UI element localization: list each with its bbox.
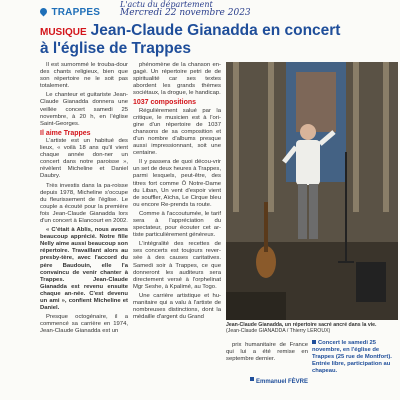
concert-photo xyxy=(226,62,398,320)
handwritten-note-line2: Mercredi 22 novembre 2023 xyxy=(120,8,251,18)
subheading: Il aime Trappes xyxy=(40,129,91,137)
photo-credit: (Jean-Claude GIANADDA / Thierry LEROUX) xyxy=(226,328,331,335)
paragraph: prix humanitaire de France qui lui a été remise en septembre dernier. xyxy=(226,342,308,363)
handwritten-note-line1: L'actu du département xyxy=(120,0,213,9)
photo-caption xyxy=(226,322,398,335)
title-kicker: MUSIQUE xyxy=(40,27,87,38)
paragraph: L'intégralité des recettes de ses concerts est toujours rever-sée à des causes caritatives. Samedi soir à Trappes, ce que donneront les auditeurs sera directement versé à l'orphelinat Mgr Seshe, à Kpalimé, au Togo. xyxy=(133,241,221,290)
paragraph: Le chanteur et guitariste Jean-Claude Gianadda donnera une veillée concert samedi 25 novembre, à 20 h, en l'église Saint-Georges. xyxy=(40,92,128,127)
square-bullet-icon xyxy=(312,340,316,344)
concert-info xyxy=(312,340,398,375)
quote-paragraph: « C'était à Ablis, nous avons beaucoup apprécié. Notre fille Nelly aime aussi beaucoup son répertoire. Travaillant alors au presby-tère, avec l'accord du père Baudouin, elle l'a convaincu de venir chanter à Trappes. Jean-Claude Gianadda est revenu ensuite chaque an-née. C'est devenu un ami », confient Micheline et Daniel. xyxy=(40,227,128,312)
headline-line2: à l'église de Trappes xyxy=(40,40,192,57)
article-title-line2 xyxy=(40,40,400,58)
column-2 xyxy=(133,62,221,323)
paragraph: Il y passera de quoi décou-vrir un set de deux heures à Trappes, parmi lesquels, peut-être, des titres fort comme Ô Notre-Dame du Liban, Un vent d'espoir vient de souffler, Aïcha, Le Cirque bleu ou encore Re-prends ta route. xyxy=(133,159,221,208)
photo-illustration xyxy=(226,62,398,320)
paragraph: phénomène de la chanson en-gagé. Un répertoire petri de de spiritualité car ses textes abordent les grands thèmes sociétaux, la drogue, le handicap. xyxy=(133,62,221,97)
column-1 xyxy=(40,62,128,337)
paragraph: Il est surnommé le trouba-dour des chants religieux, bien que son répertoire ne le soit pas totalement. xyxy=(40,62,128,90)
info-text: Concert le samedi 25 novembre, en l'église de Trappes (25 rue de Montfort). Entrée libre, participation au chapeau. xyxy=(312,340,392,374)
square-bullet-icon xyxy=(250,377,254,381)
paragraph: Presque octogénaire, il a commencé sa carrière en 1974, Jean-Claude Gianadda est un xyxy=(40,314,128,335)
paragraph: Très investis dans la pa-roisse depuis 1978, Micheline s'occupe du fleurissement de l'église. Le couple a écouté pour la première fois Jean-Claude Gianadda lors d'un concert à Elancourt en 2002. xyxy=(40,182,128,224)
author-byline xyxy=(250,370,308,388)
author-name: Emmanuel FÈVRE xyxy=(256,379,309,385)
caption-text: Jean-Claude Gianadda, un répertoire sacré ancré dans la vie. xyxy=(226,322,377,328)
subheading: 1037 compositions xyxy=(133,99,197,107)
column-3 xyxy=(226,342,308,365)
section-label: TRAPPES xyxy=(51,7,101,18)
article-title xyxy=(40,22,400,42)
paragraph: L'artiste est un habitué des lieux, « voilà 18 ans qu'il vient chaque année don-ner un concert dans notre paroisse », révèlent Micheline et Daniel Daubry. xyxy=(40,137,128,180)
location-pin-icon xyxy=(39,7,49,17)
paragraph: Régulièrement salué par la critique, le musicien est à l'ori-gine d'un répertoire de 1037 chansons de sa composition et d'un nombre d'albums presque aussi impressionnant, soit une centaine. xyxy=(133,107,221,157)
paragraph: Comme à l'accoutumée, le tarif sera à l'appréciation du spectateur, pour écouter cet ar-tiste particulièrement généreux. xyxy=(133,210,221,239)
headline-line1: Jean-Claude Gianadda en concert xyxy=(90,22,341,39)
section-header xyxy=(40,2,100,20)
paragraph: Une carrière artistique et hu-manitaire qui a valu à l'artiste de nombreuses distinctions, dont la médaille d'argent du Grand xyxy=(133,292,221,321)
